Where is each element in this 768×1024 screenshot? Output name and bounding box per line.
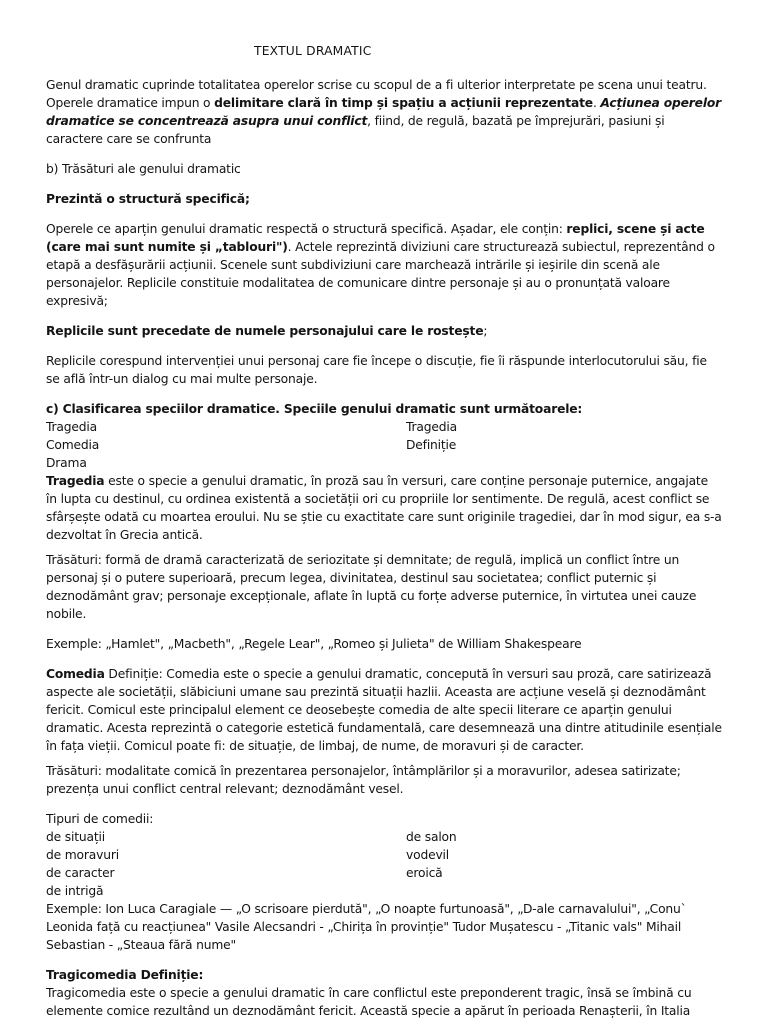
species-item: Definiție	[406, 438, 457, 452]
intro-text-3: , fiind, de regulă, bazată pe împrejurări, pasiuni și caractere care se confrunta	[46, 114, 665, 146]
replici-heading-tail: ;	[483, 324, 488, 338]
comedy-types-left-column	[46, 828, 406, 900]
comedia-paragraph	[46, 665, 722, 755]
comedia-term: Comedia	[46, 667, 105, 681]
intro-bold-1: delimitare clară în timp și spațiu a acțiunii reprezentate	[214, 96, 593, 110]
comedy-type-item: de caracter	[46, 866, 115, 880]
structure-text-1: Operele ce aparțin genului dramatic respectă o structură specifică. Așadar, ele conțin:	[46, 222, 567, 236]
structure-heading-text: Prezintă o structură specifică;	[46, 192, 250, 206]
replici-heading	[46, 322, 722, 340]
comedy-type-item: de moravuri	[46, 848, 119, 862]
comedy-type-item: vodevil	[406, 848, 450, 862]
species-item: Comedia	[46, 438, 100, 452]
replici-paragraph: Replicile corespund intervenției unui personaj care fie începe o discuție, fie îi răspunde interlocutorului său, fie se află într-un dialog cu mai multe personaje.	[46, 354, 707, 386]
section-b-heading: b) Trăsături ale genului dramatic	[46, 162, 241, 176]
tragicomedia-paragraph: Tragicomedia este o specie a genului dramatic în care conflictul este preponderent tragic, însă se îmbină cu elemente comice rezultând un deznodământ fericit. Această specie a apărut în perioada Renașterii, în Italia	[46, 986, 692, 1018]
comedia-traits: Trăsături: modalitate comică în prezentarea personajelor, întâmplărilor și a moravurilor, adesea satirizate; prezența unui conflict central relevant; deznodământ vesel.	[46, 764, 681, 796]
species-item: Drama	[46, 456, 87, 470]
structure-text-2: . Actele reprezintă diviziuni care structurează subiectul, reprezentând o etapă a desfășurării acțiunii. Scenele sunt subdiviziuni care marchează intrările și ieșirile din scenă ale personajelor. Replicile constituie modalitatea de comunicare dintre personaje și au o pronunțată valoare expresivă;	[46, 240, 715, 308]
comedy-type-item: de salon	[406, 830, 457, 844]
tragedia-text: este o specie a genului dramatic, în proză sau în versuri, care conține personaje puternice, angajate în lupta cu destinul, cu ordinea existentă a societății ori cu propriile lor sentimente. De regulă, acest conflict se sfârșește odată cu moartea eroului. Nu se știe cu exactitate care sunt originile tragediei, dar în mod sigur, ea s-a dezvoltat în Grecia antică.	[46, 474, 722, 542]
species-left-column	[46, 418, 406, 472]
species-right-column	[406, 418, 706, 472]
comedy-types-list	[46, 828, 722, 900]
tragicomedia-heading	[46, 966, 722, 984]
structure-bold: replici, scene și acte (care mai sunt numite și „tablouri")	[46, 222, 705, 254]
tragedia-examples: Exemple: „Hamlet", „Macbeth", „Regele Lear", „Romeo și Julieta" de William Shakespeare	[46, 637, 582, 651]
tragedia-term: Tragedia	[46, 474, 105, 488]
section-c-heading-text: c) Clasificarea speciilor dramatice. Speciile genului dramatic sunt următoarele:	[46, 402, 583, 416]
document-title: TEXTUL DRAMATIC	[254, 44, 372, 58]
comedy-types-heading: Tipuri de comedii:	[46, 812, 154, 826]
structure-paragraph	[46, 220, 722, 310]
intro-paragraph	[46, 76, 722, 148]
replici-heading-bold: Replicile sunt precedate de numele personajului care le rostește	[46, 324, 484, 338]
tragicomedia-heading-text: Tragicomedia Definiție:	[46, 968, 204, 982]
comedia-text: Definiție: Comedia este o specie a genului dramatic, concepută în versuri sau proză, care satirizează aspecte ale societății, slăbiciuni umane sau prezintă situații hazlii. Aceasta are acțiune veselă și deznodământ fericit. Comicul este principalul element ce deosebește comedia de alte specii literare ce aparțin genului dramatic. Acesta reprezintă o categorie estetică fundamentală, care desemnează una dintre atitudinile esențiale în fața vieții. Comicul poate fi: de situație, de limbaj, de nume, de moravuri și de caracter.	[46, 667, 722, 753]
species-item: Tragedia	[406, 420, 457, 434]
intro-text-2: .	[592, 96, 601, 110]
intro-bold-italic: Acțiunea operelor dramatice se concentrează asupra unui conflict	[46, 96, 722, 128]
intro-text-1: Genul dramatic cuprinde totalitatea operelor scrise cu scopul de a fi ulterior interpretate pe scena unui teatru. Operele dramatice impun o	[46, 78, 707, 110]
comedy-examples: Exemple: Ion Luca Caragiale — „O scrisoare pierdută", „O noapte furtunoasă", „D-ale carnavalului", „Conu` Leonida față cu reacțiunea" Vasile Alecsandri - „Chirița în provinție" Tudor Mușatescu - „Titanic vals" Mihail Sebastian - „Steaua fără nume"	[46, 902, 687, 952]
comedy-type-item: eroică	[406, 866, 443, 880]
structure-heading	[46, 190, 722, 208]
section-c-heading	[46, 400, 722, 418]
comedy-type-item: de intrigă	[46, 884, 104, 898]
tragedia-traits: Trăsături: formă de dramă caracterizată de seriozitate și demnitate; de regulă, implică un conflict între un personaj și o putere superioară, precum legea, divinitatea, destinul sau societatea; conflict puternic și deznodământ grav; personaje excepționale, aflate în luptă cu forțe adverse puternice, în virtutea unei cauze nobile.	[46, 553, 697, 621]
comedy-type-item: de situații	[46, 830, 105, 844]
comedy-types-right-column	[406, 828, 706, 900]
species-item: Tragedia	[46, 420, 97, 434]
species-list	[46, 418, 722, 472]
document-body	[46, 76, 722, 1020]
tragedia-paragraph	[46, 472, 722, 544]
